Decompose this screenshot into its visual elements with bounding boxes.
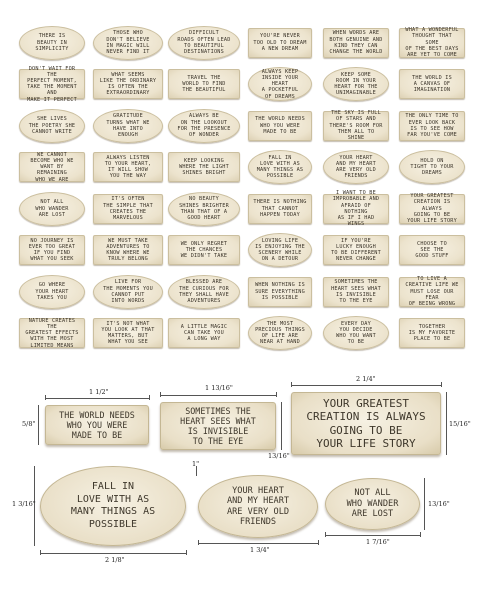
quote-chip: WE CANNOT BECOME WHO WE WANT BY REMAINING WHO WE ARE	[19, 152, 85, 182]
quote-chip: YOU'RE NEVER TOO OLD TO DREAM A NEW DREAM	[248, 28, 312, 58]
quote-chip: THOSE WHO DON'T BELIEVE IN MAGIC WILL NEVER FIND IT	[93, 26, 163, 60]
quote-chip: THERE IS NOTHING THAT CANNOT HAPPEN TODAY	[248, 194, 312, 224]
quote-chip: THE ONLY TIME TO EVER LOOK BACK IS TO SEE HOW FAR YOU'VE COME	[399, 111, 465, 141]
quote-chip: TRAVEL THE WORLD TO FIND THE BEAUTIFUL	[168, 69, 240, 99]
dim-label-height-4: 1 3/16"	[12, 500, 36, 508]
dim-tick	[149, 395, 150, 400]
dim-label-width-1: 1 1/2"	[89, 388, 109, 396]
quote-chip: THERE IS BEAUTY IN SIMPLICITY	[19, 26, 85, 60]
quote-chip: YOUR GREATEST CREATION IS ALWAYS GOING TO BE YOUR LIFE STORY	[399, 194, 465, 224]
dim-line	[281, 402, 282, 450]
sample-chip-world-needs: THE WORLD NEEDS WHO YOU WERE MADE TO BE	[45, 405, 149, 445]
dim-label-width-3: 2 1/4"	[356, 375, 376, 383]
dim-tick	[186, 550, 187, 555]
quote-chip: GRATITUDE TURNS WHAT WE HAVE INTO ENOUGH	[93, 109, 163, 143]
quote-chip: IF YOU'RE LUCKY ENOUGH TO BE DIFFERENT NEVER CHANGE	[323, 235, 389, 265]
quote-chip: EVERY DAY YOU DECIDE WHO YOU WANT TO BE	[323, 316, 389, 350]
quote-chip: HOLD ON TIGHT TO YOUR DREAMS	[399, 150, 465, 184]
quote-chip: NOT ALL WHO WANDER ARE LOST	[19, 192, 85, 226]
dim-line	[446, 392, 447, 455]
dim-line	[198, 543, 318, 544]
dim-label-height-5: 1"	[192, 460, 200, 468]
dim-label-height-2: 13/16"	[268, 452, 290, 460]
dim-tick	[45, 395, 46, 400]
dim-label-width-4: 2 1/8"	[105, 556, 125, 564]
quote-chip: THE MOST PRECIOUS THINGS OF LIFE ARE NEAR AT HAND	[248, 316, 312, 350]
dim-label-height-6: 13/16"	[428, 500, 450, 508]
quote-chip: ALWAYS KEEP INSIDE YOUR HEART A POCKETFUL OF DREAMS	[248, 67, 312, 101]
dim-line	[38, 405, 39, 445]
quote-chip: GO WHERE YOUR HEART TAKES YOU	[19, 275, 85, 309]
quote-chip: LIVE FOR THE MOMENTS YOU CANNOT PUT INTO WORDS	[93, 275, 163, 309]
sample-chip-your-heart: YOUR HEART AND MY HEART ARE VERY OLD FRIENDS	[198, 475, 318, 538]
dim-label-width-2: 1 13/16"	[205, 384, 233, 392]
quote-chip: SHE LIVES THE POETRY SHE CANNOT WRITE	[19, 109, 85, 143]
quote-chip: CHOOSE TO SEE THE GOOD STUFF	[399, 235, 465, 265]
quote-chip: WHAT A WONDERFUL THOUGHT THAT SOME OF THE BEST DAYS ARE YET TO COME	[399, 28, 465, 58]
quote-chip: A LITTLE MAGIC CAN TAKE YOU A LONG WAY	[168, 318, 240, 348]
quote-chip: DIFFICULT ROADS OFTEN LEAD TO BEAUTIFUL DESTINATIONS	[168, 26, 240, 60]
quote-chip: I WANT TO BE IMPROBABLE AND AFRAID OF NOTHING AS IF I HAD WINGS	[323, 194, 389, 224]
dim-tick	[291, 382, 292, 387]
quote-chip: THE WORLD IS A CANVAS OF IMAGINATION	[399, 69, 465, 99]
dim-line	[291, 385, 441, 386]
quote-chip: SOMETIMES THE HEART SEES WHAT IS INVISIBLE TO THE EYE	[323, 277, 389, 307]
quote-chip: NATURE CREATES THE GREATEST EFFECTS WITH THE MOST LIMITED MEANS	[19, 318, 85, 348]
quote-chip: KEEP LOOKING WHERE THE LIGHT SHINES BRIGHT	[168, 152, 240, 182]
quote-chip: IT'S OFTEN THE SIMPLE THAT CREATES THE MARVELOUS	[93, 194, 163, 224]
dim-tick	[160, 392, 161, 397]
quote-chip: TOGETHER IS MY FAVORITE PLACE TO BE	[399, 318, 465, 348]
quote-chip: YOUR HEART AND MY HEART ARE VERY OLD FRIENDS	[323, 150, 389, 184]
sample-chip-greatest-creation: YOUR GREATEST CREATION IS ALWAYS GOING TO BE YOUR LIFE STORY	[291, 392, 441, 455]
dim-tick	[441, 382, 442, 387]
dim-tick	[325, 532, 326, 537]
quote-chip: NO BEAUTY SHINES BRIGHTER THAN THAT OF A GOOD HEART	[168, 192, 240, 226]
dim-line	[424, 478, 425, 530]
quote-chip: KEEP SOME ROOM IN YOUR HEART FOR THE UNIMAGINABLE	[323, 67, 389, 101]
quote-chip-sheet	[14, 22, 470, 354]
quote-chip: NO JOURNEY IS EVER TOO GREAT IF YOU FIND WHAT YOU SEEK	[19, 235, 85, 265]
dim-line	[40, 553, 186, 554]
quote-chip: BLESSED ARE THE CURIOUS FOR THEY SHALL HAVE ADVENTURES	[168, 275, 240, 309]
dim-label-height-1: 5/8"	[22, 420, 36, 428]
sample-chip-not-all-wander: NOT ALL WHO WANDER ARE LOST	[325, 478, 420, 530]
dim-line	[160, 395, 276, 396]
sample-chip-heart-sees: SOMETIMES THE HEART SEES WHAT IS INVISIBLE TO THE EYE	[160, 402, 276, 450]
quote-chip: THE SKY IS FULL OF STARS AND THERE'S ROOM FOR THEM ALL TO SHINE	[323, 111, 389, 141]
dim-tick	[318, 540, 319, 545]
quote-chip: THE WORLD NEEDS WHO YOU WERE MADE TO BE	[248, 111, 312, 141]
dim-line	[45, 398, 149, 399]
dim-tick	[420, 532, 421, 537]
quote-chip: WHAT SEEMS LIKE THE ORDINARY IS OFTEN THE EXTRAORDINARY	[93, 69, 163, 99]
dim-tick	[198, 540, 199, 545]
quote-chip: WHEN WORDS ARE BOTH GENUINE AND KIND THEY CAN CHANGE THE WORLD	[323, 28, 389, 58]
dim-label-height-3: 15/16"	[449, 420, 471, 428]
quote-chip: DON'T WAIT FOR THE PERFECT MOMENT, TAKE THE MOMENT AND MAKE IT PERFECT	[19, 69, 85, 99]
dim-tick	[40, 550, 41, 555]
quote-chip: WE MUST TAKE ADVENTURES TO KNOW WHERE WE TRULY BELONG	[93, 235, 163, 265]
quote-chip: ALWAYS LISTEN TO YOUR HEART, IT WILL SHOW YOU THE WAY	[93, 152, 163, 182]
quote-chip: WHEN NOTHING IS SURE EVERYTHING IS POSSIBLE	[248, 277, 312, 307]
dim-tick	[276, 392, 277, 397]
dim-label-width-5: 1 3/4"	[250, 546, 270, 554]
quote-chip: WE ONLY REGRET THE CHANCES WE DIDN'T TAKE	[168, 235, 240, 265]
sample-chip-fall-in-love: FALL IN LOVE WITH AS MANY THINGS AS POSSIBLE	[40, 466, 186, 546]
dim-line	[325, 535, 420, 536]
quote-chip: LOVING LIFE IS ENJOYING THE SCENERY WHILE ON A DETOUR	[248, 233, 312, 267]
dim-label-width-6: 1 7/16"	[366, 538, 390, 546]
quote-chip: ALWAYS BE ON THE LOOKOUT FOR THE PRESENCE OF WONDER	[168, 109, 240, 143]
quote-chip: IT'S NOT WHAT YOU LOOK AT THAT MATTERS, BUT WHAT YOU SEE	[93, 318, 163, 348]
quote-chip: TO LIVE A CREATIVE LIFE WE MUST LOSE OUR FEAR OF BEING WRONG	[399, 277, 465, 307]
quote-chip: FALL IN LOVE WITH AS MANY THINGS AS POSSIBLE	[248, 150, 312, 184]
